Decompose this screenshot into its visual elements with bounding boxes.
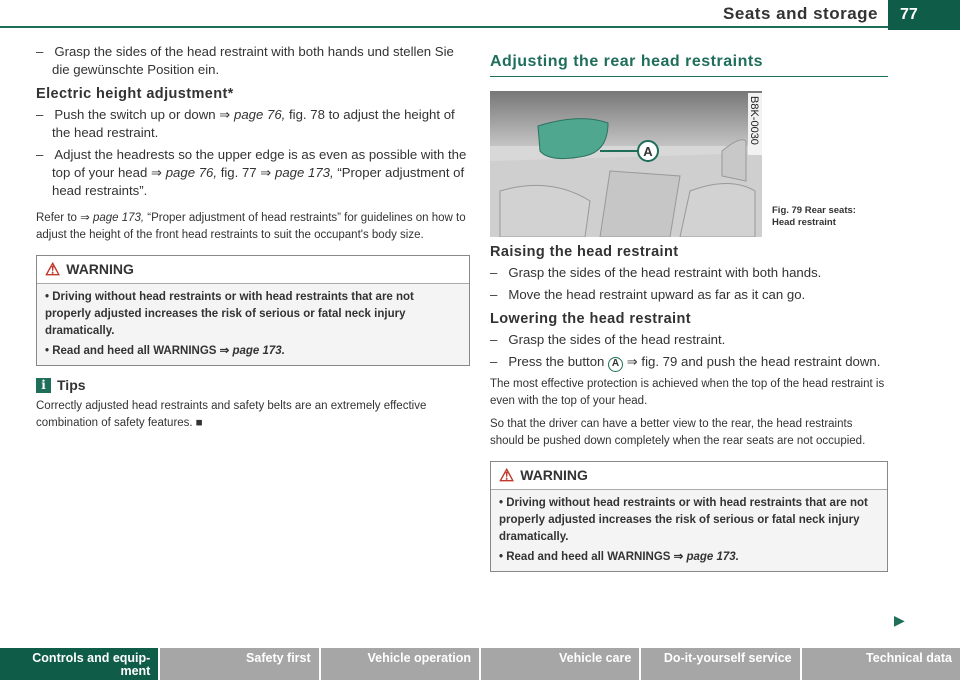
tips-text: Correctly adjusted head restraints and safety belts are an extremely effective combination of safety features. ■ bbox=[36, 400, 427, 429]
page-link[interactable]: page 76, bbox=[165, 165, 218, 180]
warning-box bbox=[36, 255, 470, 366]
list-item: – Move the head restraint upward as far as it can go. bbox=[490, 287, 806, 302]
nav-tab-diy[interactable]: Do-it-yourself service bbox=[641, 648, 799, 680]
heading-electric: Electric height adjustment* bbox=[36, 86, 234, 102]
nav-tab-care[interactable]: Vehicle care bbox=[481, 648, 639, 680]
warning-title: WARNING bbox=[66, 261, 134, 277]
page-link[interactable]: page 173, bbox=[92, 212, 145, 224]
list-item: – Grasp the sides of the head restraint. bbox=[490, 332, 726, 347]
list-item: – Grasp the sides of the head restraint with both hands. bbox=[490, 265, 822, 280]
warning-text: • Driving without head restraints or with head restraints that are not properly adjusted increases the risk of serious or fatal neck injury dramatically. bbox=[45, 291, 414, 337]
paragraph: So that the driver can have a better view to the rear, the head restraints should be pushed down completely when the rear seats are not occupied. bbox=[490, 418, 866, 447]
page-number: 77 bbox=[888, 0, 960, 30]
list-item: – Grasp the sides of the head restraint with both hands und stellen Sie die gewünschte Position ein. bbox=[36, 44, 454, 77]
tips-heading: i Tips bbox=[36, 376, 470, 394]
heading-lowering: Lowering the head restraint bbox=[490, 311, 691, 327]
nav-tab-operation[interactable]: Vehicle operation bbox=[321, 648, 479, 680]
left-column bbox=[36, 43, 470, 438]
warning-icon: ⚠ bbox=[45, 260, 61, 279]
figure-code: B8K-0030 bbox=[748, 96, 760, 145]
section-title: Adjusting the rear head restraints bbox=[490, 52, 888, 77]
chapter-nav bbox=[0, 648, 960, 680]
page-link[interactable]: page 173, bbox=[275, 165, 334, 180]
page-link[interactable]: page 173. bbox=[686, 551, 739, 563]
warning-text: • Driving without head restraints or with head restraints that are not properly adjusted increases the risk of serious or fatal neck injury dramatically. bbox=[499, 497, 868, 543]
warning-text: • Read and heed all WARNINGS ⇒ page 173. bbox=[499, 551, 739, 563]
heading-raising: Raising the head restraint bbox=[490, 244, 679, 260]
nav-tab-technical[interactable]: Technical data bbox=[802, 648, 960, 680]
info-icon: i bbox=[36, 378, 51, 393]
warning-title: WARNING bbox=[520, 467, 588, 483]
right-column bbox=[490, 52, 888, 582]
page-link[interactable]: page 173. bbox=[232, 345, 285, 357]
figure-label-a: A bbox=[643, 144, 653, 159]
paragraph: The most effective protection is achieved when the top of the head restraint is even with the top of your head. bbox=[490, 378, 885, 407]
nav-tab-controls[interactable]: Controls and equip-ment bbox=[0, 648, 158, 680]
rear-seat-illustration bbox=[490, 91, 762, 237]
chapter-title: Seats and storage bbox=[723, 4, 878, 23]
list-item: – Push the switch up or down ⇒ page 76, fig. 78 to adjust the height of the head restraint. bbox=[36, 107, 455, 140]
nav-tab-safety[interactable]: Safety first bbox=[160, 648, 318, 680]
list-item: – Adjust the headrests so the upper edge is as even as possible with the top of your head ⇒ page 76, fig. 77 ⇒ page 173, “Proper adjustment of head restraints”. bbox=[36, 147, 467, 198]
note-text: Refer to ⇒ page 173, “Proper adjustment of head restraints” for guidelines on how to adjust the height of the front head restraints to suit the occupant's body size. bbox=[36, 212, 466, 241]
header-rule bbox=[0, 26, 888, 28]
list-item: – Press the button A ⇒ fig. 79 and push the head restraint down. bbox=[490, 353, 888, 372]
warning-icon: ⚠ bbox=[499, 466, 515, 485]
figure-caption: Fig. 79 Rear seats: Head restraint bbox=[772, 205, 856, 228]
page-link[interactable]: page 76, bbox=[233, 107, 286, 122]
warning-box bbox=[490, 461, 888, 572]
figure bbox=[490, 91, 888, 237]
continue-arrow-icon: ▶ bbox=[894, 612, 905, 628]
warning-text: • Read and heed all WARNINGS ⇒ page 173. bbox=[45, 345, 285, 357]
button-a-symbol: A bbox=[608, 357, 623, 372]
